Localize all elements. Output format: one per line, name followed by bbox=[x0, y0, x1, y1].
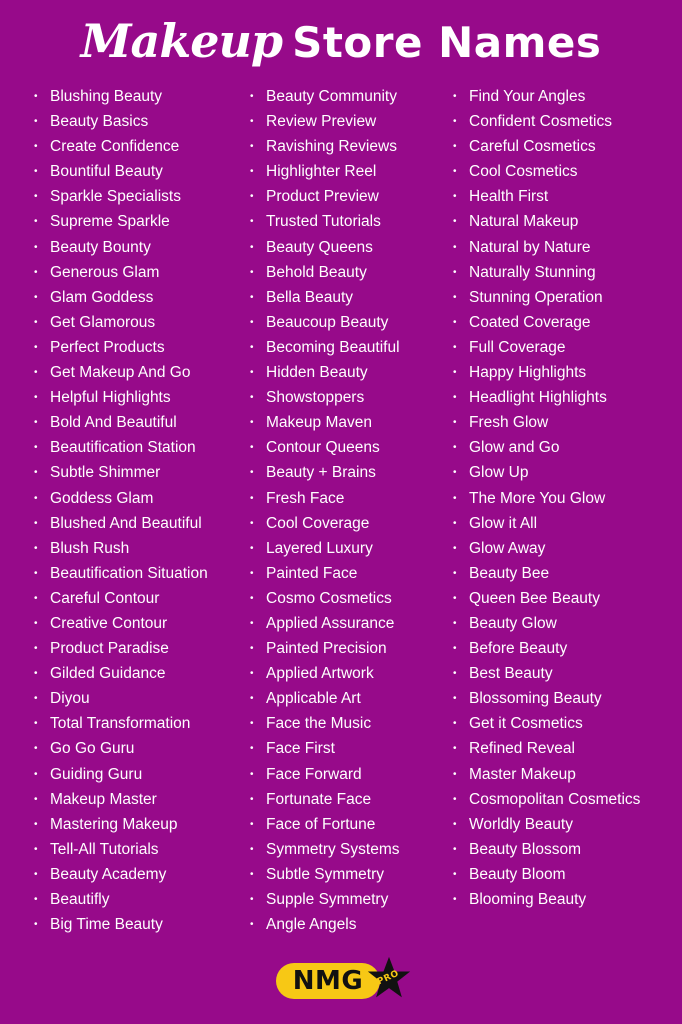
title-main: Store Names bbox=[292, 18, 602, 67]
list-item: • Contour Queens bbox=[250, 435, 400, 460]
logo-text: NMG bbox=[276, 963, 380, 999]
list-item: • Big Time Beauty bbox=[34, 912, 208, 937]
list-item: • The More You Glow bbox=[453, 486, 640, 511]
list-item: • Get it Cosmetics bbox=[453, 711, 640, 736]
list-item: • Fresh Glow bbox=[453, 410, 640, 435]
list-item: • Product Preview bbox=[250, 184, 400, 209]
list-item: • Master Makeup bbox=[453, 762, 640, 787]
list-item: • Bountiful Beauty bbox=[34, 159, 208, 184]
list-item: • Get Makeup And Go bbox=[34, 360, 208, 385]
list-item: • Diyou bbox=[34, 686, 208, 711]
list-item: • Sparkle Specialists bbox=[34, 184, 208, 209]
list-item: • Symmetry Systems bbox=[250, 837, 400, 862]
list-item: • Full Coverage bbox=[453, 335, 640, 360]
list-item: • Face Forward bbox=[250, 762, 400, 787]
list-item: • Cool Cosmetics bbox=[453, 159, 640, 184]
list-item: • Worldly Beauty bbox=[453, 812, 640, 837]
list-item: • Beauty Community bbox=[250, 84, 400, 109]
list-item: • Glam Goddess bbox=[34, 285, 208, 310]
list-item: • Glow and Go bbox=[453, 435, 640, 460]
list-item: • Beauty Bee bbox=[453, 561, 640, 586]
list-item: • Supreme Sparkle bbox=[34, 209, 208, 234]
list-item: • Natural by Nature bbox=[453, 235, 640, 260]
list-item: • Headlight Highlights bbox=[453, 385, 640, 410]
page-title bbox=[0, 14, 682, 68]
list-item: • Get Glamorous bbox=[34, 310, 208, 335]
list-item: • Beauty Academy bbox=[34, 862, 208, 887]
list-item: • Creative Contour bbox=[34, 611, 208, 636]
names-column-1 bbox=[34, 84, 208, 937]
list-item: • Trusted Tutorials bbox=[250, 209, 400, 234]
list-item: • Hidden Beauty bbox=[250, 360, 400, 385]
list-item: • Becoming Beautiful bbox=[250, 335, 400, 360]
list-item: • Create Confidence bbox=[34, 134, 208, 159]
list-item: • Product Paradise bbox=[34, 636, 208, 661]
list-item: • Glow Away bbox=[453, 536, 640, 561]
list-item: • Stunning Operation bbox=[453, 285, 640, 310]
list-item: • Ravishing Reviews bbox=[250, 134, 400, 159]
list-item: • Painted Face bbox=[250, 561, 400, 586]
list-item: • Naturally Stunning bbox=[453, 260, 640, 285]
list-item: • Careful Contour bbox=[34, 586, 208, 611]
list-item: • Bold And Beautiful bbox=[34, 410, 208, 435]
list-item: • Layered Luxury bbox=[250, 536, 400, 561]
list-item: • Subtle Symmetry bbox=[250, 862, 400, 887]
list-item: • Cool Coverage bbox=[250, 511, 400, 536]
list-item: • Bella Beauty bbox=[250, 285, 400, 310]
list-item: • Showstoppers bbox=[250, 385, 400, 410]
list-item: • Blooming Beauty bbox=[453, 887, 640, 912]
list-item: • Perfect Products bbox=[34, 335, 208, 360]
list-item: • Go Go Guru bbox=[34, 736, 208, 761]
list-item: • Mastering Makeup bbox=[34, 812, 208, 837]
names-column-3 bbox=[453, 84, 640, 912]
list-item: • Beautification Station bbox=[34, 435, 208, 460]
list-item: • Careful Cosmetics bbox=[453, 134, 640, 159]
list-item: • Happy Highlights bbox=[453, 360, 640, 385]
list-item: • Beauty + Brains bbox=[250, 460, 400, 485]
list-item: • Beautification Situation bbox=[34, 561, 208, 586]
list-item: • Beauty Bloom bbox=[453, 862, 640, 887]
list-item: • Makeup Maven bbox=[250, 410, 400, 435]
list-item: • Applied Assurance bbox=[250, 611, 400, 636]
list-item: • Makeup Master bbox=[34, 787, 208, 812]
list-item: • Blushed And Beautiful bbox=[34, 511, 208, 536]
list-item: • Angle Angels bbox=[250, 912, 400, 937]
list-item: • Refined Reveal bbox=[453, 736, 640, 761]
list-item: • Supple Symmetry bbox=[250, 887, 400, 912]
list-item: • Beauty Basics bbox=[34, 109, 208, 134]
list-item: • Total Transformation bbox=[34, 711, 208, 736]
list-item: • Blush Rush bbox=[34, 536, 208, 561]
list-item: • Best Beauty bbox=[453, 661, 640, 686]
list-item: • Fresh Face bbox=[250, 486, 400, 511]
list-item: • Generous Glam bbox=[34, 260, 208, 285]
list-item: • Blossoming Beauty bbox=[453, 686, 640, 711]
list-item: • Natural Makeup bbox=[453, 209, 640, 234]
logo-badge: PRO bbox=[375, 968, 401, 988]
list-item: • Applied Artwork bbox=[250, 661, 400, 686]
list-item: • Glow it All bbox=[453, 511, 640, 536]
nmg-logo bbox=[276, 957, 416, 1005]
list-item: • Cosmo Cosmetics bbox=[250, 586, 400, 611]
list-item: • Beauty Queens bbox=[250, 235, 400, 260]
list-item: • Behold Beauty bbox=[250, 260, 400, 285]
names-column-2 bbox=[250, 84, 400, 937]
list-item: • Coated Coverage bbox=[453, 310, 640, 335]
list-item: • Before Beauty bbox=[453, 636, 640, 661]
list-item: • Review Preview bbox=[250, 109, 400, 134]
list-item: • Beaucoup Beauty bbox=[250, 310, 400, 335]
list-item: • Goddess Glam bbox=[34, 486, 208, 511]
list-item: • Face of Fortune bbox=[250, 812, 400, 837]
list-item: • Subtle Shimmer bbox=[34, 460, 208, 485]
list-item: • Applicable Art bbox=[250, 686, 400, 711]
list-item: • Find Your Angles bbox=[453, 84, 640, 109]
list-item: • Highlighter Reel bbox=[250, 159, 400, 184]
list-item: • Gilded Guidance bbox=[34, 661, 208, 686]
list-item: • Beautifly bbox=[34, 887, 208, 912]
list-item: • Face the Music bbox=[250, 711, 400, 736]
list-item: • Fortunate Face bbox=[250, 787, 400, 812]
list-item: • Face First bbox=[250, 736, 400, 761]
list-item: • Guiding Guru bbox=[34, 762, 208, 787]
list-item: • Helpful Highlights bbox=[34, 385, 208, 410]
list-item: • Health First bbox=[453, 184, 640, 209]
title-script: Makeup bbox=[80, 14, 283, 68]
list-item: • Cosmopolitan Cosmetics bbox=[453, 787, 640, 812]
list-item: • Glow Up bbox=[453, 460, 640, 485]
list-item: • Queen Bee Beauty bbox=[453, 586, 640, 611]
list-item: • Beauty Glow bbox=[453, 611, 640, 636]
list-item: • Blushing Beauty bbox=[34, 84, 208, 109]
list-item: • Beauty Bounty bbox=[34, 235, 208, 260]
list-item: • Beauty Blossom bbox=[453, 837, 640, 862]
list-item: • Tell-All Tutorials bbox=[34, 837, 208, 862]
list-item: • Confident Cosmetics bbox=[453, 109, 640, 134]
list-item: • Painted Precision bbox=[250, 636, 400, 661]
